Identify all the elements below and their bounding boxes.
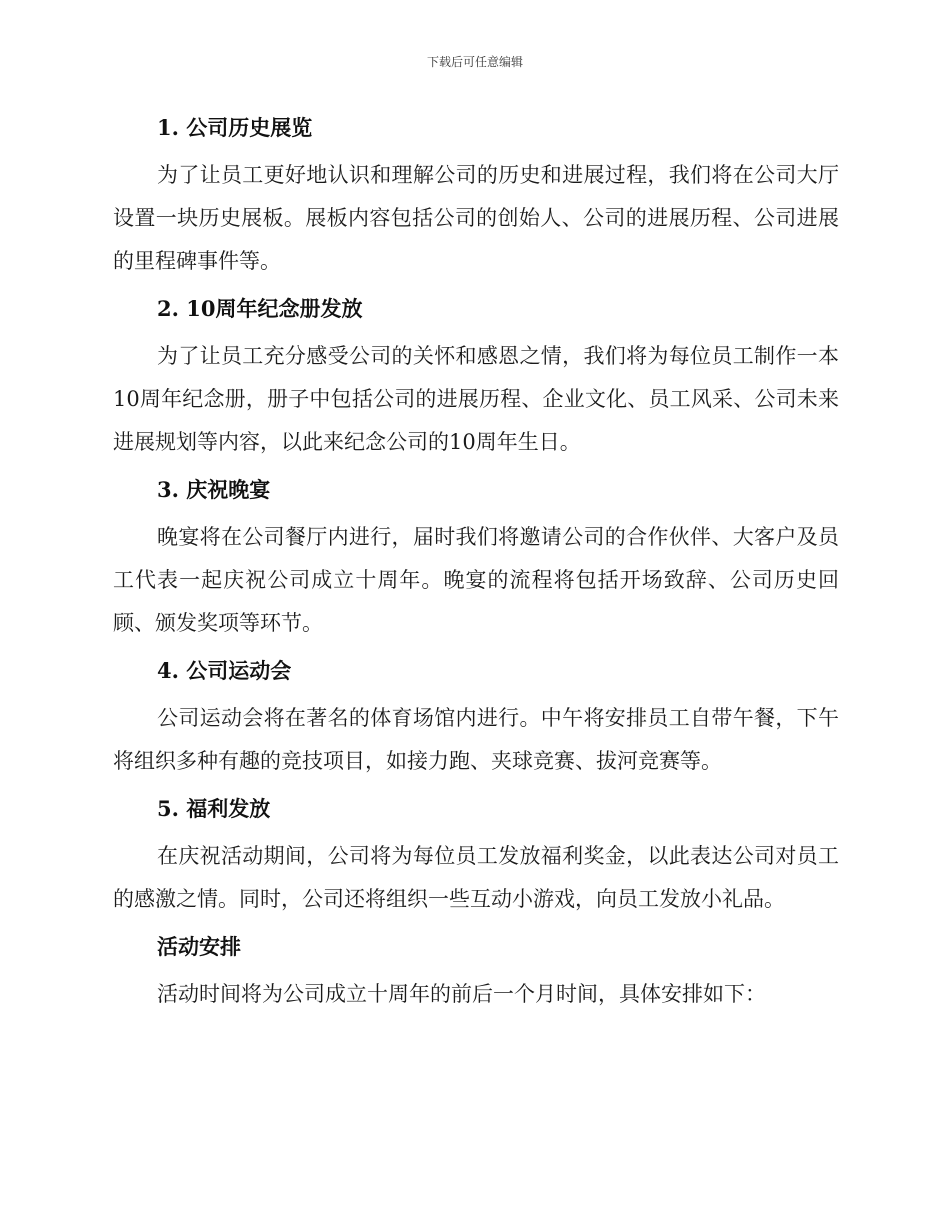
section-body-schedule: 活动时间将为公司成立十周年的前后一个月时间，具体安排如下： [157, 982, 766, 1006]
section-body-sports: 公司运动会将在著名的体育场馆内进行。中午将安排员工自带午餐，下午将组织多种有趣的竞技项目，如接力跑、夹球竞赛、拔河竞赛等。 [113, 706, 839, 773]
section-body-welfare: 在庆祝活动期间，公司将为每位员工发放福利奖金，以此表达公司对员工的感激之情。同时，公司还将组织一些互动小游戏，向员工发放小礼品。 [113, 844, 839, 911]
section-body-banquet: 晚宴将在公司餐厅内进行，届时我们将邀请公司的合作伙伴、大客户及员工代表一起庆祝公司成立十周年。晚宴的流程将包括开场致辞、公司历史回顾、颁发奖项等环节。 [113, 525, 839, 635]
header-note: 下载后可任意编辑 [426, 55, 523, 69]
section-title-sports: 4. 公司运动会 [157, 658, 292, 683]
section-body-album: 为了让员工充分感受公司的关怀和感恩之情，我们将为每位员工制作一本10周年纪念册，册子中包括公司的进展历程、企业文化、员工风采、公司未来进展规划等内容，以此来纪念公司的10周年生日。 [113, 344, 839, 454]
section-title-album: 2. 10周年纪念册发放 [157, 296, 363, 321]
section-title-history: 1. 公司历史展览 [157, 115, 313, 140]
document-body [113, 108, 839, 1022]
section-title-welfare: 5. 福利发放 [157, 796, 271, 821]
section-title-schedule: 活动安排 [157, 934, 241, 959]
section-body-history: 为了让员工更好地认识和理解公司的历史和进展过程，我们将在公司大厅设置一块历史展板。展板内容包括公司的创始人、公司的进展历程、公司进展的里程碑事件等。 [113, 163, 839, 273]
section-title-banquet: 3. 庆祝晚宴 [157, 477, 271, 502]
